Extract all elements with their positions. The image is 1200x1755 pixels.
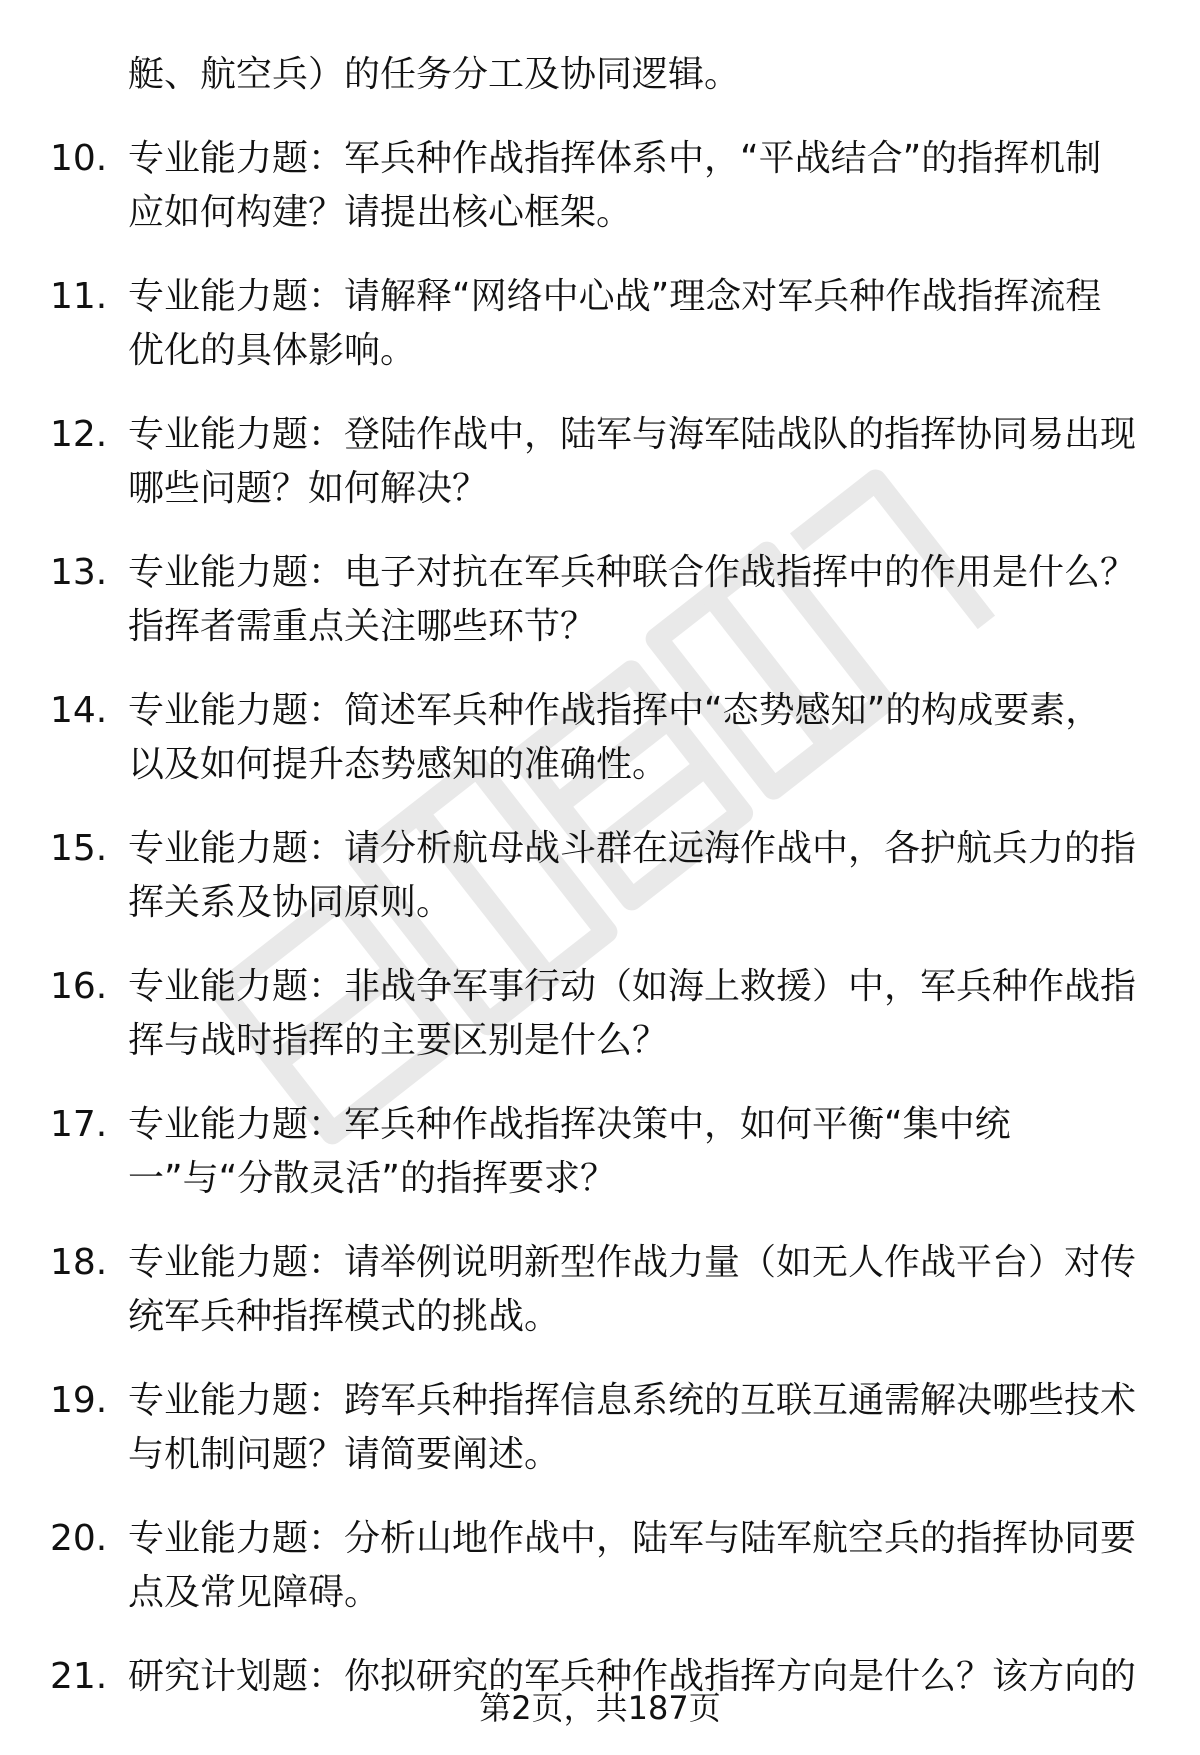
question-number: 13.: [50, 552, 108, 593]
question-text-line: 专业能力题：简述军兵种作战指挥中“态势感知”的构成要素，: [128, 690, 1102, 731]
question-text-line: 挥关系及协同原则。: [128, 882, 453, 923]
question-number: 14.: [50, 690, 108, 731]
question-text-line: 艇、航空兵）的任务分工及协同逻辑。: [128, 54, 741, 95]
question-number: 16.: [50, 966, 108, 1007]
question-number: 15.: [50, 828, 108, 869]
question-text-line: 专业能力题：请举例说明新型作战力量（如无人作战平台）对传: [128, 1242, 1137, 1283]
question-text-line: 专业能力题：请分析航母战斗群在远海作战中，各护航兵力的指: [128, 828, 1137, 869]
question-text-line: 专业能力题：请解释“网络中心战”理念对军兵种作战指挥流程: [128, 276, 1102, 317]
question-number: 10.: [50, 138, 108, 179]
question-text-line: 优化的具体影响。: [128, 330, 417, 371]
question-number: 17.: [50, 1104, 108, 1145]
question-text-line: 应如何构建？请提出核心框架。: [128, 192, 633, 233]
question-text-line: 专业能力题：跨军兵种指挥信息系统的互联互通需解决哪些技术: [128, 1380, 1137, 1421]
question-text-line: 指挥者需重点关注哪些环节？: [128, 606, 597, 647]
question-text-line: 挥与战时指挥的主要区别是什么？: [128, 1020, 669, 1061]
question-text-line: 以及如何提升态势感知的准确性。: [128, 744, 669, 785]
question-text-line: 专业能力题：军兵种作战指挥决策中，如何平衡“集中统: [128, 1104, 1011, 1145]
question-text-line: 统军兵种指挥模式的挑战。: [128, 1296, 561, 1337]
question-text-line: 专业能力题：分析山地作战中，陆军与陆军航空兵的指挥协同要: [128, 1518, 1137, 1559]
question-text-line: 专业能力题：电子对抗在军兵种联合作战指挥中的作用是什么？: [128, 552, 1137, 593]
question-text-line: 一”与“分散灵活”的指挥要求？: [128, 1158, 616, 1199]
question-number: 21.: [50, 1656, 108, 1697]
question-text-line: 研究计划题：你拟研究的军兵种作战指挥方向是什么？该方向的: [128, 1656, 1137, 1697]
question-text-line: 哪些问题？如何解决？: [128, 468, 489, 509]
question-text-line: 点及常见障碍。: [128, 1572, 381, 1613]
question-text-line: 专业能力题：非战争军事行动（如海上救援）中，军兵种作战指: [128, 966, 1137, 1007]
question-number: 12.: [50, 414, 108, 455]
question-text-line: 专业能力题：军兵种作战指挥体系中，“平战结合”的指挥机制: [128, 138, 1102, 179]
question-number: 20.: [50, 1518, 108, 1559]
question-number: 11.: [50, 276, 108, 317]
question-text-line: 与机制问题？请简要阐述。: [128, 1434, 561, 1475]
question-text-line: 专业能力题：登陆作战中，陆军与海军陆战队的指挥协同易出现: [128, 414, 1137, 455]
question-number: 18.: [50, 1242, 108, 1283]
page-footer: 第2页，共187页: [479, 1689, 721, 1727]
question-number: 19.: [50, 1380, 108, 1421]
